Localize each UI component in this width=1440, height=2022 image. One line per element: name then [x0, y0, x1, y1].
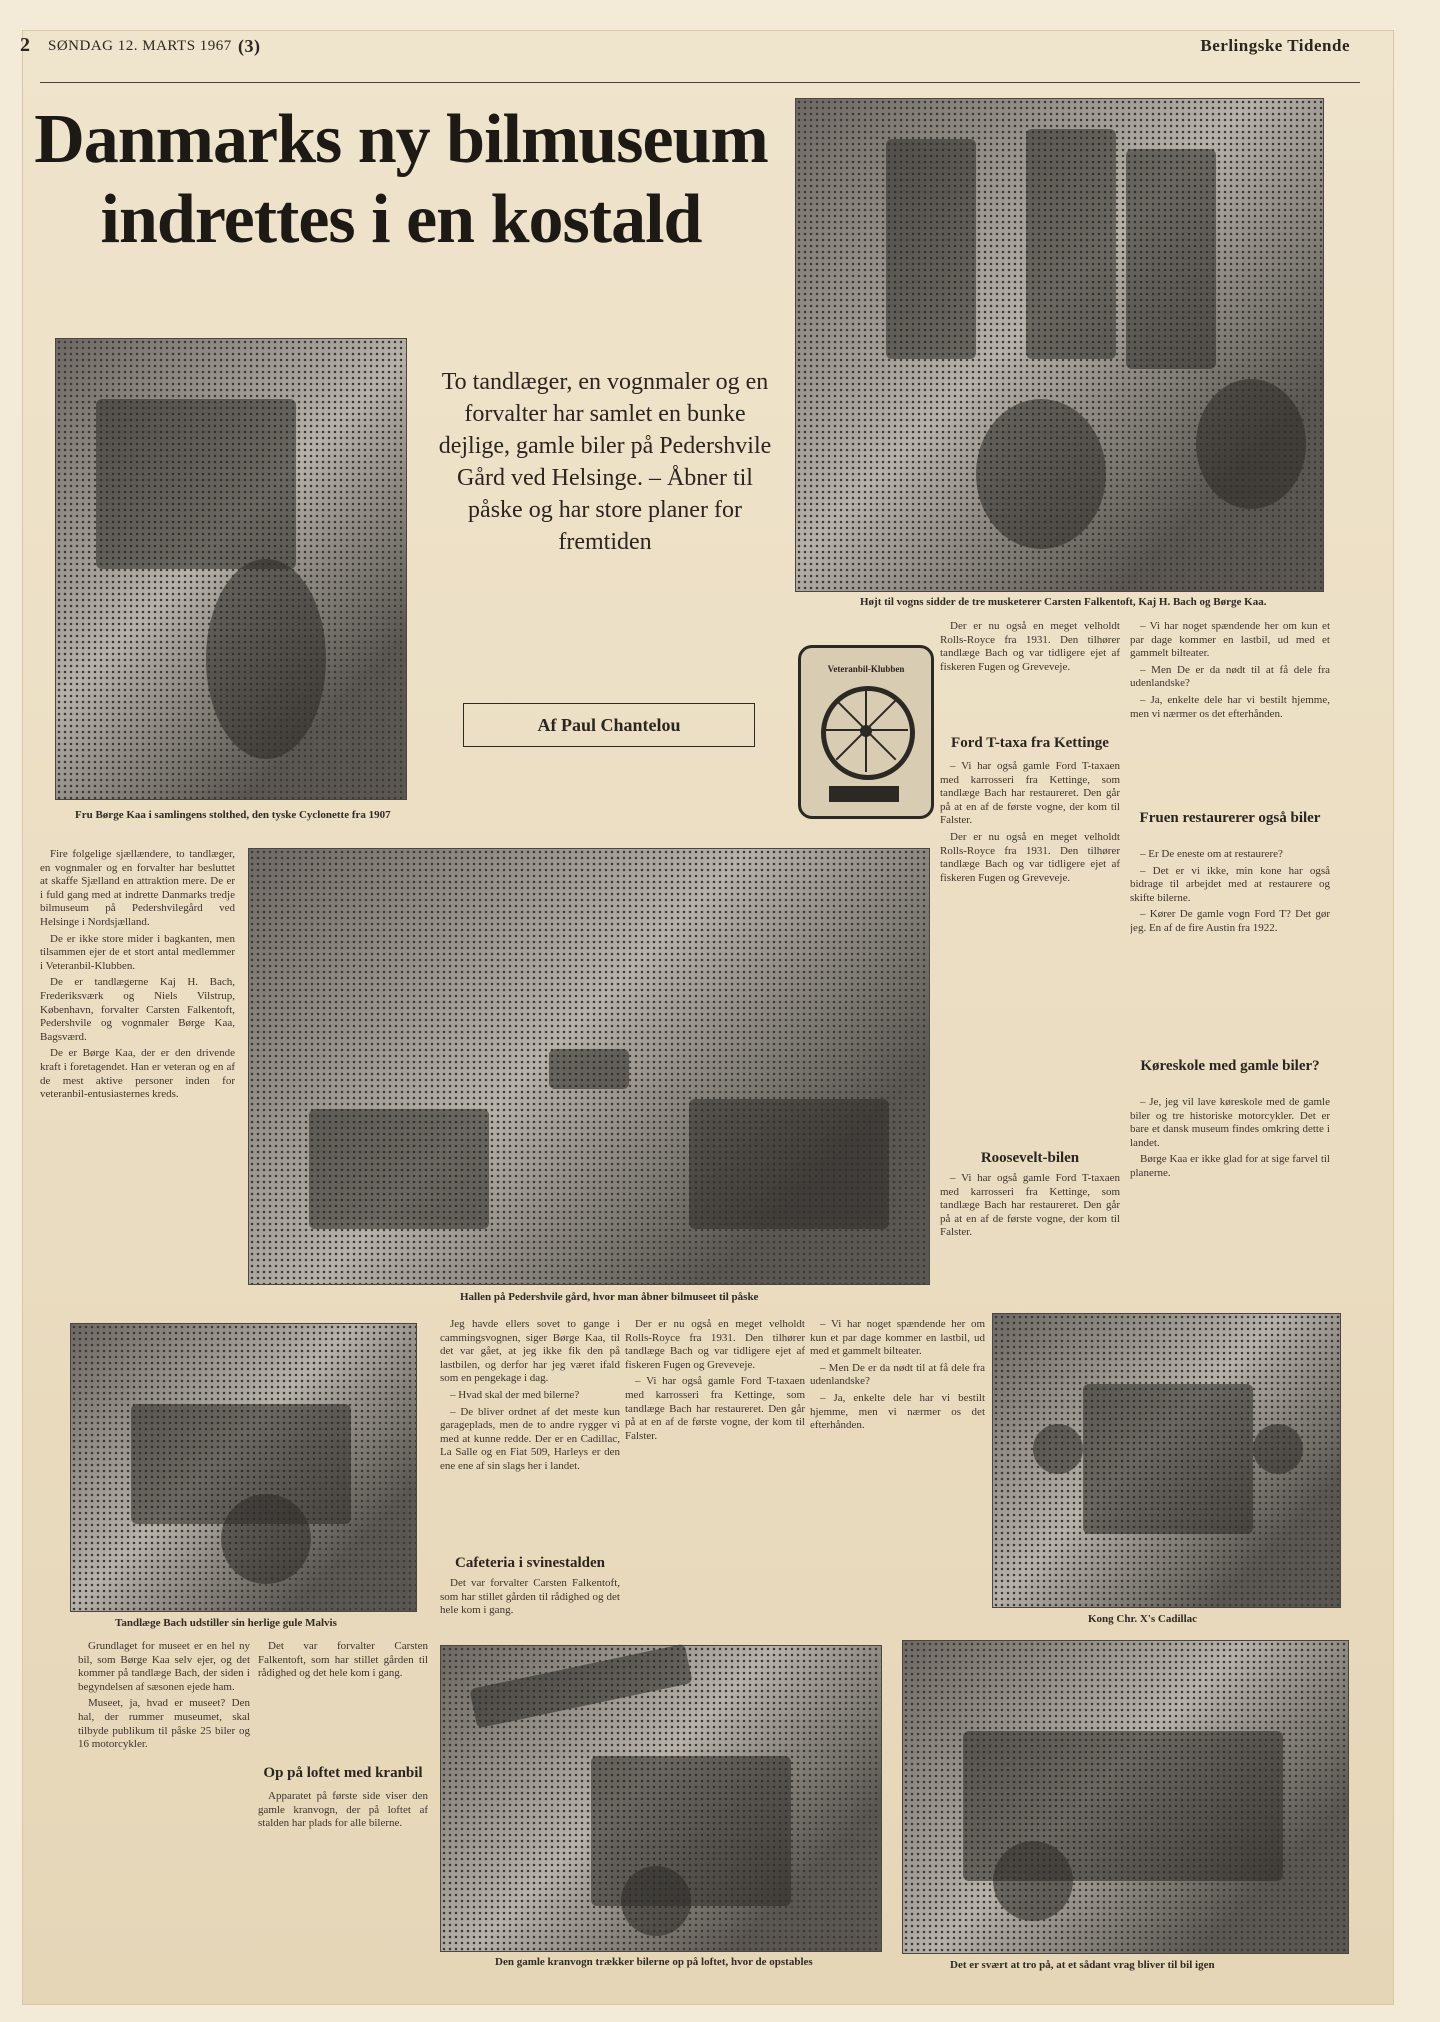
caption-bottom-right-top: Kong Chr. X's Cadillac [1088, 1613, 1198, 1625]
paragraph: – Er De eneste om at restaurere? [1140, 848, 1283, 860]
veteranbil-logo [798, 645, 934, 819]
caption-top-right: Højt til vogns sidder de tre musketerer Carsten Falkentoft, Kaj H. Bach og Børge Kaa. [860, 596, 1267, 608]
paragraph: Fire folgelige sjællændere, to tandlæger, en vognmaler og en forvalter har besluttet at skaffe Sjælland en attraktion mere. De er i fuld gang med at indrette Danmarks tredje bilmuseum på Pedershvilegård ved Helsinge i Nordsjælland. [40, 848, 235, 928]
photo-wreck [902, 1640, 1349, 1954]
photo-cadillac [992, 1313, 1341, 1608]
paragraph: – Hvad skal der med bilerne? [450, 1388, 580, 1401]
subhead-fruen: Fruen restaurerer også biler [1139, 810, 1321, 826]
caption-bottom-center: Den gamle kranvogn trækker bilerne op på loftet, hvor de opstables [495, 1956, 813, 1968]
column-loftet [258, 1790, 428, 1970]
column-bottom-1 [78, 1640, 250, 1970]
paragraph: – Vi har noget spændende her om kun et par dage kommer en lastbil, ud med et gammelt bilteater. [810, 1318, 985, 1358]
caption-top-left: Fru Børge Kaa i samlingens stolthed, den tyske Cyclonette fra 1907 [75, 809, 391, 821]
paragraph: – Ja, enkelte dele har vi bestilt hjemme, men vi nærmer os det efterhånden. [810, 1391, 985, 1432]
column-bottom-mid-2 [625, 1318, 805, 1643]
column-bottom-mid-3 [810, 1318, 985, 1643]
issue-date: SØNDAG 12. MARTS 1967 [48, 38, 232, 54]
paragraph: – Vi har også gamle Ford T-taxaen med karrosseri fra Kettinge, som tandlæge Bach har restaureret. Den går på at en af de første vogne, der kom til Falster. [940, 760, 1120, 827]
column-koreskole [1130, 1096, 1330, 1292]
paragraph: – Vi har også gamle Ford T-taxaen med karrosseri fra Kettinge, som tandlæge Bach har restaureret. Den går på at en af de første vogne, der kom til Falster. [940, 1172, 1120, 1239]
photo-kranvogn [440, 1645, 882, 1952]
paragraph: Apparatet på første side viser den gamle kranvogn, der på loftet af stalden har plads for alle bilerne. [258, 1790, 428, 1830]
paragraph: – Vi har noget spændende her om kun et par dage kommer en lastbil, ud med et gammelt bilteater. [1130, 620, 1330, 660]
paragraph: Der er nu også en meget velholdt Rolls-Royce fra 1931. Den tilhører tandlæge Bach og var tidligere ejet af fiskeren Fugen og Greveveje. [625, 1318, 805, 1371]
paragraph: – Det er vi ikke, min kone har også bidrage til arbejdet med at restaurere og skifte bilerne. [1130, 864, 1330, 904]
paragraph: – Kører De gamle vogn Ford T? Det gør jeg. En af de fire Austin fra 1922. [1130, 908, 1330, 934]
column-cafeteria [440, 1577, 620, 1637]
paragraph: Det var forvalter Carsten Falkentoft, som har stillet gården til rådighed og det hele kom i gang. [258, 1640, 428, 1680]
byline: Af Paul Chantelou [463, 703, 755, 747]
paragraph: – Ja, enkelte dele har vi bestilt hjemme, men vi nærmer os det efterhånden. [1130, 693, 1330, 720]
column-bottom-2 [258, 1640, 428, 1760]
photo-malvis [70, 1323, 417, 1612]
column-intro [40, 848, 235, 1293]
column-mid [940, 760, 1120, 1145]
edition-marker: (3) [238, 36, 261, 56]
newspaper-name: Berlingske Tidende [1200, 36, 1350, 55]
paragraph: – Je, jeg vil lave køreskole med de gamle biler og tre historiske motorcykler. Det er bare et dansk museum findes omkring dette i landet. [1130, 1096, 1330, 1149]
caption-middle: Hallen på Pedershvile gård, hvor man åbner bilmuseet til påske [460, 1291, 759, 1303]
paragraph: – Men De er da nødt til at få dele fra udenlandske? [810, 1361, 985, 1388]
paragraph: De er ikke store mider i bagkanten, men tilsammen ejer de et stort antal medlemmer i Veteranbil-Klubben. [40, 932, 235, 972]
column-roosevelt [940, 1172, 1120, 1292]
paragraph: Museet, ja, hvad er museet? Den hal, der rummer museumet, skal tilbyde publikum til påske 25 biler og 16 motorcykler. [78, 1697, 250, 1751]
headline [16, 100, 786, 260]
column-fruen [1130, 848, 1330, 1048]
paragraph: – Men De er da nødt til at få dele fra udenlandske? [1130, 663, 1330, 690]
masthead-rule [40, 82, 1360, 83]
caption-bottom-left: Tandlæge Bach udstiller sin herlige gule Malvis [115, 1617, 337, 1629]
logo-label: Veteranbil-Klubben [827, 664, 905, 674]
paragraph: Grundlaget for museet er en hel ny bil, som Børge Kaa selv ejer, og det kommer på tandlæge Bach, der siden i begyndelsen af sæsonen ejede ham. [78, 1640, 250, 1693]
column-right-top [1130, 620, 1330, 800]
paragraph: Børge Kaa er ikke glad for at sige farvel til planerne. [1130, 1153, 1330, 1179]
paragraph: Det var forvalter Carsten Falkentoft, som har stillet gården til rådighed og det hele kom i gang. [440, 1577, 620, 1617]
subhead-koreskole: Køreskole med gamle biler? [1140, 1058, 1320, 1074]
paragraph: – Vi har også gamle Ford T-taxaen med karrosseri fra Kettinge, som tandlæge Bach har restaureret. Den går på at en af de første vogne, der kom til Falster. [625, 1375, 805, 1442]
page-number: 2 [20, 34, 31, 56]
headline-line-1: Danmarks ny bilmuseum [34, 101, 768, 178]
paragraph: – De bliver ordnet af det meste kun garageplads, men de to andre rygger vi med at kunne redde. Der er en Cadillac, La Salle og en Fiat 509, Harleys er den ene ene af sin slags her i landet. [440, 1405, 620, 1472]
masthead [20, 34, 1350, 64]
paragraph: Der er nu også en meget velholdt Rolls-Royce fra 1931. Den tilhører tandlæge Bach og var tidligere ejet af fiskeren Fugen og Greveveje. [940, 830, 1120, 884]
subhead-roosevelt: Roosevelt-bilen [980, 1150, 1080, 1166]
paragraph: De er tandlægerne Kaj H. Bach, Frederiksværk og Niels Vilstrup, København, forvalter Carsten Falkentoft, Pedershvile og vognmaler Børge Kaa, Bagsværd. [40, 976, 235, 1043]
subhead-loftet: Op på loftet med kranbil [263, 1765, 423, 1781]
subhead-cafeteria: Cafeteria i svinestalden [455, 1555, 605, 1571]
subhead-ford: Ford T-taxa fra Kettinge [951, 735, 1109, 751]
column-bottom-mid-1 [440, 1318, 620, 1548]
photo-hall [248, 848, 930, 1285]
photo-cyclonette [55, 338, 407, 800]
photo-musketeers [795, 98, 1324, 592]
paragraph: Der er nu også en meget velholdt Rolls-Royce fra 1931. Den tilhører tandlæge Bach og var tidligere ejet af fiskeren Fugen og Greveveje. [940, 620, 1120, 673]
paragraph: Jeg havde ellers sovet to gange i cammingsvognen, siger Børge Kaa, til det var gået, at jeg ikke fik den på lastbilen, og derfor har jeg været ifald som en pengekage i dag. [440, 1318, 620, 1385]
paragraph: De er Børge Kaa, der er den drivende kraft i foretagendet. Han er veteran og en af de mest aktive personer inden for veteranbil-entusiasternes kreds. [40, 1047, 235, 1101]
article-deck: To tandlæger, en vognmaler og en forvalter har samlet en bunke dejlige, gamle biler på Pedershvile Gård ved Helsinge. – Åbner til påske og har store planer for fremtiden [438, 369, 772, 555]
caption-bottom-right: Det er svært at tro på, at et sådant vrag bliver til bil igen [950, 1959, 1215, 1971]
column-mid-top [940, 620, 1120, 730]
headline-line-2: indrettes i en kostald [100, 181, 702, 258]
